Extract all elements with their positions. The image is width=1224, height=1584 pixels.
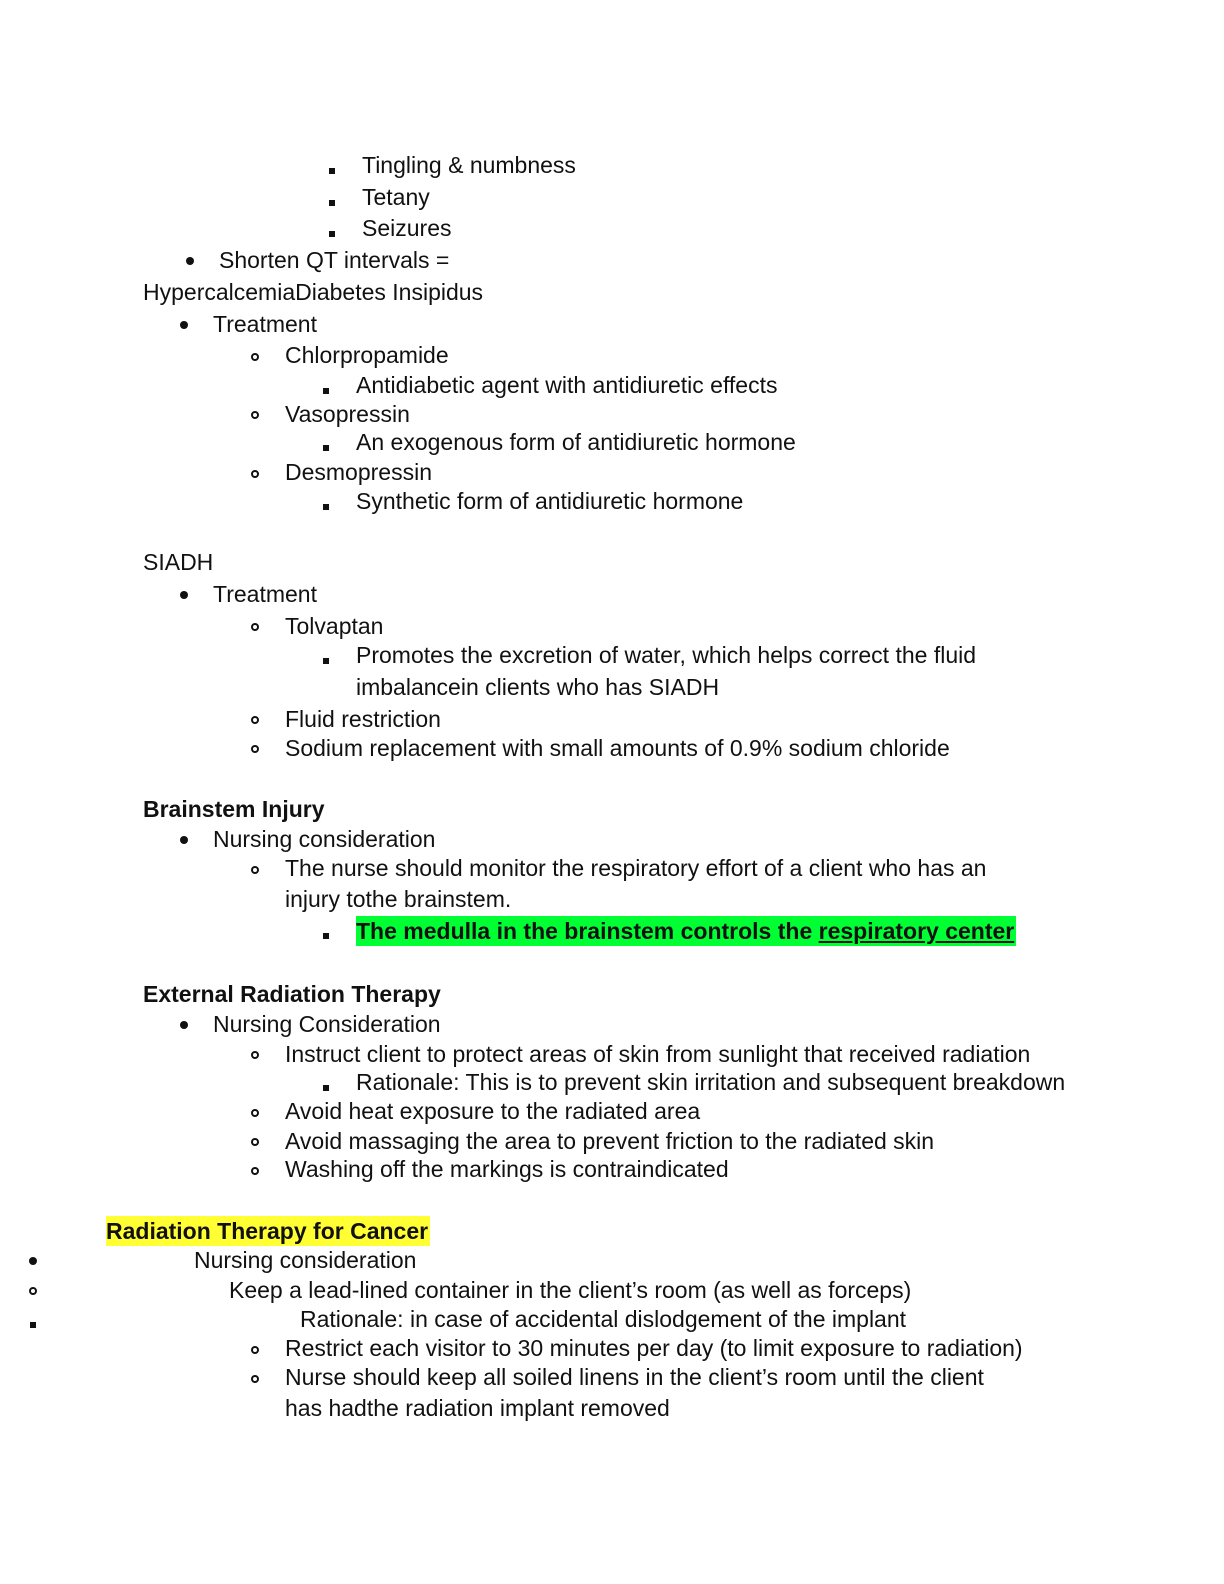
circle-bullet-icon bbox=[251, 866, 259, 874]
list-item: Tingling & numbness bbox=[362, 152, 576, 178]
circle-bullet-icon bbox=[251, 1346, 259, 1354]
circle-bullet-icon bbox=[251, 745, 259, 753]
medulla-text: The medulla in the brainstem controls the bbox=[356, 918, 819, 944]
disc-bullet-icon bbox=[180, 591, 188, 599]
list-item: Rationale: This is to prevent skin irritation and subsequent breakdown bbox=[356, 1069, 1066, 1095]
circle-bullet-icon bbox=[251, 1138, 259, 1146]
list-item: Nursing consideration bbox=[194, 1247, 417, 1273]
list-item: Avoid massaging the area to prevent friction to the radiated skin bbox=[285, 1128, 935, 1154]
list-item: Restrict each visitor to 30 minutes per day (to limit exposure to radiation) bbox=[285, 1335, 1023, 1361]
circle-bullet-icon bbox=[251, 1109, 259, 1117]
list-item: Sodium replacement with small amounts of 0.9% sodium chloride bbox=[285, 735, 950, 761]
square-bullet-icon bbox=[323, 658, 329, 664]
square-bullet-icon bbox=[329, 168, 335, 174]
list-item: Nursing consideration bbox=[213, 826, 436, 852]
disc-bullet-icon bbox=[29, 1257, 37, 1265]
square-bullet-icon bbox=[323, 388, 329, 394]
square-bullet-icon bbox=[30, 1322, 36, 1328]
square-bullet-icon bbox=[323, 445, 329, 451]
circle-bullet-icon bbox=[251, 1051, 259, 1059]
disc-bullet-icon bbox=[186, 257, 194, 265]
list-item: Washing off the markings is contraindicated bbox=[285, 1156, 729, 1182]
section-heading: Brainstem Injury bbox=[143, 796, 325, 822]
list-item: Tetany bbox=[362, 184, 430, 210]
list-item: Synthetic form of antidiuretic hormone bbox=[356, 488, 744, 514]
circle-bullet-icon bbox=[251, 411, 259, 419]
section-heading: External Radiation Therapy bbox=[143, 981, 441, 1007]
square-bullet-icon bbox=[329, 231, 335, 237]
circle-bullet-icon bbox=[251, 1375, 259, 1383]
list-item: Treatment bbox=[213, 581, 317, 607]
list-item: Instruct client to protect areas of skin from sunlight that received radiation bbox=[285, 1041, 1031, 1067]
list-item: The nurse should monitor the respiratory effort of a client who has an bbox=[285, 855, 987, 881]
list-item: Vasopressin bbox=[285, 401, 410, 427]
square-bullet-icon bbox=[323, 933, 329, 939]
square-bullet-icon bbox=[323, 504, 329, 510]
circle-bullet-icon bbox=[251, 353, 259, 361]
circle-bullet-icon bbox=[29, 1287, 37, 1295]
disc-bullet-icon bbox=[180, 836, 188, 844]
circle-bullet-icon bbox=[251, 470, 259, 478]
list-item: Shorten QT intervals = bbox=[219, 247, 450, 273]
list-item: Antidiabetic agent with antidiuretic effects bbox=[356, 372, 778, 398]
list-item: Treatment bbox=[213, 311, 317, 337]
section-heading: HypercalcemiaDiabetes Insipidus bbox=[143, 279, 484, 305]
square-bullet-icon bbox=[329, 200, 335, 206]
circle-bullet-icon bbox=[251, 1167, 259, 1175]
respiratory-center-text: respiratory center bbox=[818, 918, 1015, 944]
list-item: Promotes the excretion of water, which helps correct the fluid bbox=[356, 642, 977, 668]
circle-bullet-icon bbox=[251, 716, 259, 724]
highlighted-note bbox=[356, 916, 1016, 946]
list-item: Fluid restriction bbox=[285, 706, 441, 732]
section-heading: Radiation Therapy for Cancer bbox=[106, 1218, 429, 1244]
disc-bullet-icon bbox=[180, 1021, 188, 1029]
square-bullet-icon bbox=[323, 1085, 329, 1091]
list-item: Tolvaptan bbox=[285, 613, 384, 639]
disc-bullet-icon bbox=[180, 321, 188, 329]
list-item: Chlorpropamide bbox=[285, 342, 449, 368]
circle-bullet-icon bbox=[251, 623, 259, 631]
list-item: Desmopressin bbox=[285, 459, 432, 485]
list-item: Nursing Consideration bbox=[213, 1011, 441, 1037]
list-item: Seizures bbox=[362, 215, 452, 241]
list-item: Keep a lead-lined container in the client’s room (as well as forceps) bbox=[229, 1277, 912, 1303]
list-item-continuation: imbalancein clients who has SIADH bbox=[356, 674, 720, 700]
list-item: An exogenous form of antidiuretic hormone bbox=[356, 429, 796, 455]
list-item-continuation: has hadthe radiation implant removed bbox=[285, 1395, 670, 1421]
list-item: Rationale: in case of accidental dislodgement of the implant bbox=[300, 1306, 907, 1332]
list-item: Nurse should keep all soiled linens in the client’s room until the client bbox=[285, 1364, 984, 1390]
list-item: Avoid heat exposure to the radiated area bbox=[285, 1098, 701, 1124]
list-item-continuation: injury tothe brainstem. bbox=[285, 886, 512, 912]
section-heading: SIADH bbox=[143, 549, 214, 575]
